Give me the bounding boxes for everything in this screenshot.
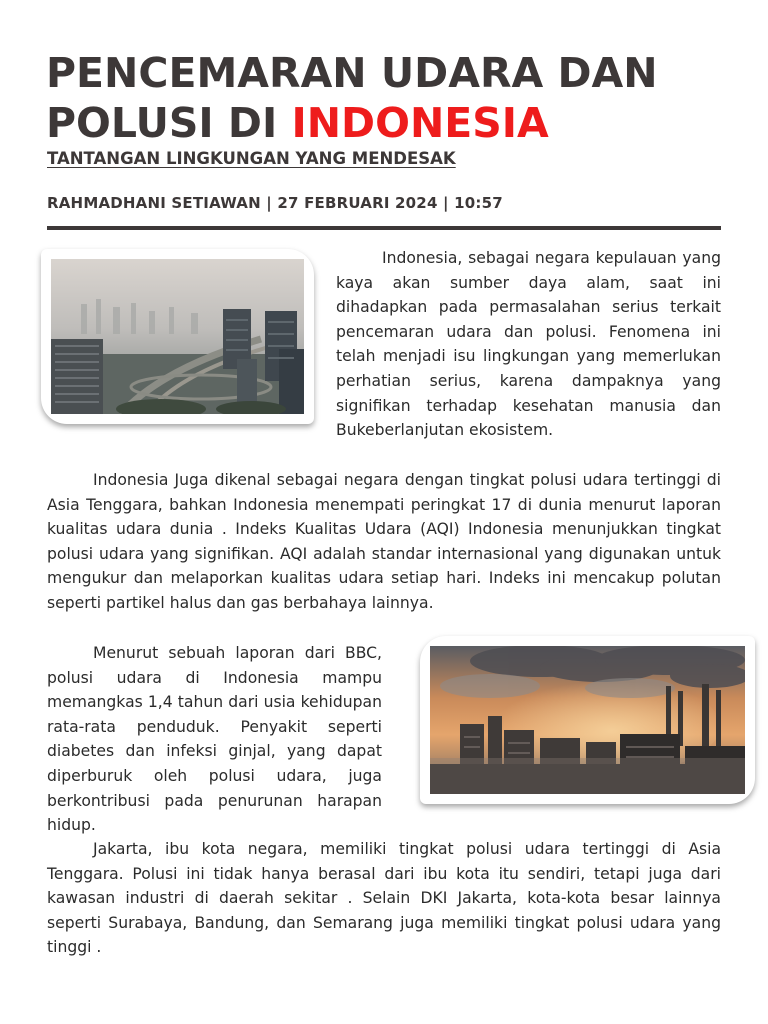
industrial-smoke-photo-frame: [420, 636, 755, 804]
article-byline: RAHMADHANI SETIAWAN | 27 FEBRUARI 2024 | 10:57: [47, 194, 503, 212]
paragraph-bbc-report: Menurut sebuah laporan dari BBC, polusi udara di Indonesia mampu memangkas 1,4 tahun dari usia kehidupan rata-rata penduduk. Penyakit seperti diabetes dan infeksi ginjal, yang dapat diperburuk oleh polusi udara, juga berkontribusi pada penurunan harapan hidup.: [47, 644, 382, 835]
paragraph-jakarta: Jakarta, ibu kota negara, memiliki tingkat polusi udara tertinggi di Asia Tenggara. Polusi ini tidak hanya berasal dari ibu kota itu sendiri, tetapi juga dari kawasan industri di daerah sekitar . Selain DKI Jakarta, kota-kota besar lainnya seperti Surabaya, Bandung, dan Semarang juga memiliki tingkat polusi udara yang tinggi .: [47, 840, 721, 957]
title-line-1: PENCEMARAN UDARA DAN: [46, 49, 658, 97]
article-title: [46, 48, 736, 148]
industrial-smokestacks-photo: [430, 646, 745, 794]
article-subtitle: TANTANGAN LINGKUNGAN YANG MENDESAK: [47, 149, 456, 168]
title-line-2-prefix: POLUSI DI: [46, 99, 292, 147]
paragraph-intro: Indonesia, sebagai negara kepulauan yang kaya akan sumber daya alam, saat ini dihadapkan pada permasalahan serius terkait pencemaran udara dan polusi. Fenomena ini telah menjadi isu lingkungan yang memerlukan perhatian serius, karena dampaknya yang signifikan terhadap kesehatan manusia dan Bukeberlanjutan ekosistem.: [336, 249, 721, 440]
header-divider: [47, 226, 721, 230]
smoggy-city-skyline-photo: [51, 259, 304, 414]
title-highlight-indonesia: INDONESIA: [291, 99, 549, 147]
paragraph-aqi: Indonesia Juga dikenal sebagai negara dengan tingkat polusi udara tertinggi di Asia Tenggara, bahkan Indonesia menempati peringkat 17 di dunia menurut laporan kualitas udara dunia . Indeks Kualitas Udara (AQI) Indonesia menunjukkan tingkat polusi udara yang signifikan. AQI adalah standar internasional yang digunakan untuk mengukur dan melaporkan kualitas udara setiap hari. Indeks ini mencakup polutan seperti partikel halus dan gas berbahaya lainnya.: [47, 471, 721, 612]
city-smog-photo-frame: [41, 249, 314, 424]
